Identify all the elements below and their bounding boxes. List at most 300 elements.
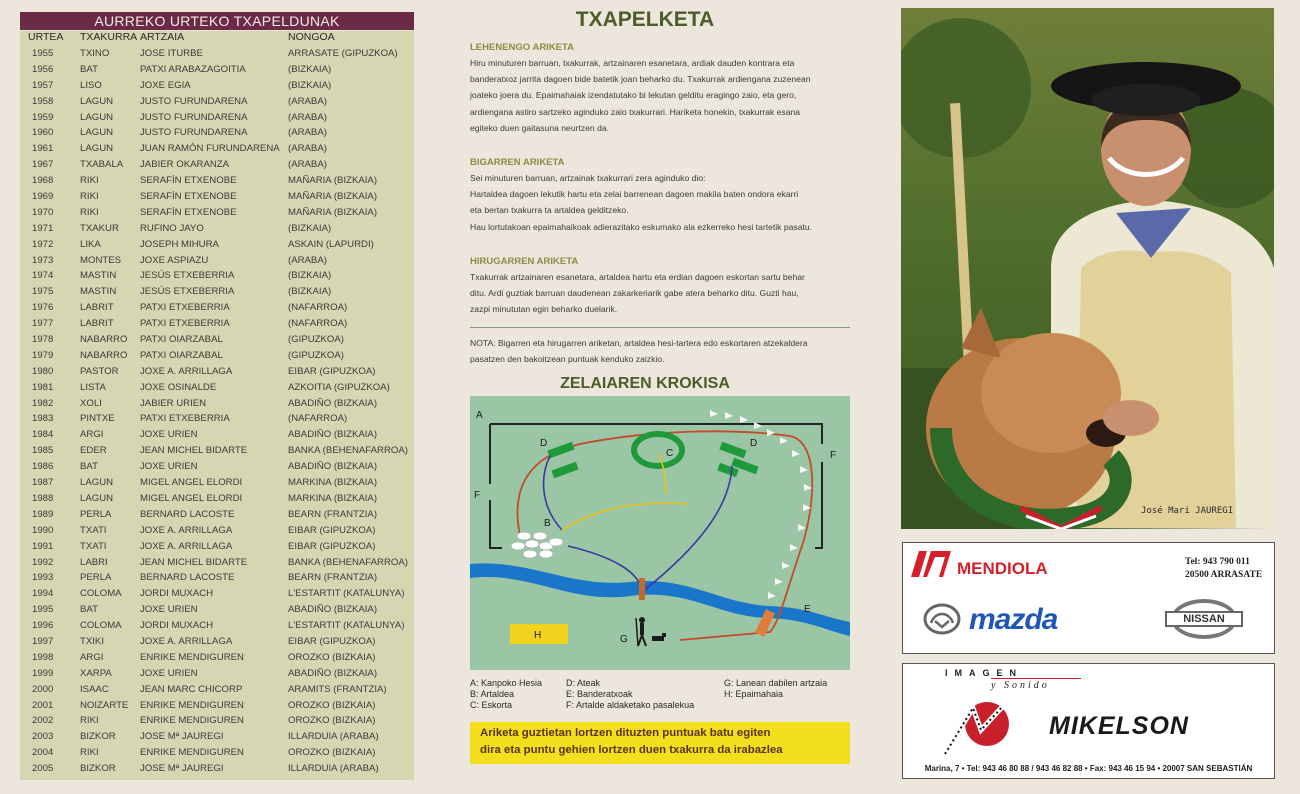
cell-dog: LABRI xyxy=(80,556,108,568)
table-row xyxy=(20,110,414,126)
champion-photo xyxy=(901,8,1274,529)
cell-dog: COLOMA xyxy=(80,588,122,600)
cell-dog: TXINO xyxy=(80,48,110,59)
cell-shepherd: PATXI OIARZABAL xyxy=(140,334,223,346)
mendiola-phone: Tel: 943 790 011 xyxy=(1185,557,1250,567)
cell-origin: ILLARDUIA (ARABA) xyxy=(288,763,379,775)
column-header-origin: NONGOA xyxy=(288,31,335,43)
table-row xyxy=(20,475,414,491)
cell-origin: ILLARDUIA (ARABA) xyxy=(288,731,379,743)
cell-year: 1975 xyxy=(32,286,54,298)
text-line: Hau lortutakoan epaimahaikoak adierazitako eskumako ala ezkerreko hesi tartetik pasatu. xyxy=(470,221,813,232)
text-line: Txakurrak artzainaren esanetara, artaldea hartu eta erdian dagoen eskortan sartu behar xyxy=(470,272,805,282)
cell-origin: (BIZKAIA) xyxy=(288,286,332,298)
table-row xyxy=(20,300,414,316)
cell-shepherd: MIGEL ANGEL ELORDI xyxy=(140,492,243,504)
cell-shepherd: ENRIKE MENDIGUREN xyxy=(140,651,244,663)
yellow-path xyxy=(658,454,666,494)
cell-shepherd: JEAN MARC CHICORP xyxy=(140,683,243,695)
cell-origin: (ARABA) xyxy=(288,254,327,266)
mendiola-logo-icon xyxy=(909,549,953,579)
label-F-left: F xyxy=(474,490,481,501)
table-row xyxy=(20,539,414,555)
table-row xyxy=(20,205,414,221)
mikelson-name: MIKELSON xyxy=(1049,712,1189,740)
table-header-row xyxy=(20,31,414,45)
cell-shepherd: JOSE Mª JAUREGI xyxy=(140,731,224,743)
pen-eskorta xyxy=(634,434,682,466)
cell-origin: (BIZKAIA) xyxy=(288,79,332,91)
table-row xyxy=(20,602,414,618)
cell-shepherd: JOSEPH MIHURA xyxy=(140,238,219,250)
cell-origin: BEARN (FRANTZIA) xyxy=(288,508,378,520)
cell-origin: (BIZKAIA) xyxy=(288,222,332,234)
table-row xyxy=(20,634,414,650)
cell-origin: ABADIÑO (BIZKAIA) xyxy=(288,461,378,473)
cell-shepherd: JOXE A. ARRILLAGA xyxy=(140,635,233,647)
cell-dog: RIKI xyxy=(80,206,99,218)
cell-dog: BIZKOR xyxy=(80,731,116,743)
cell-shepherd: JUSTO FURUNDARENA xyxy=(140,127,248,139)
cell-year: 1957 xyxy=(32,79,54,91)
legend-col-2 xyxy=(566,678,694,711)
cell-origin: (ARABA) xyxy=(288,111,327,123)
cell-origin: EIBAR (GIPUZKOA) xyxy=(288,524,376,536)
text-line: Sei minuturen barruan, artzainak txakurrari zera aginduko dio: xyxy=(470,173,706,183)
cell-dog: BAT xyxy=(80,461,98,473)
cell-shepherd: PATXI ETXEBERRIA xyxy=(140,318,230,330)
mazda-emblem-icon xyxy=(923,603,961,635)
table-row xyxy=(20,380,414,396)
cell-shepherd: SERAFÍN ETXENOBE xyxy=(140,191,237,203)
nissan-wordmark: NISSAN xyxy=(1165,611,1243,627)
outer-fence xyxy=(490,424,502,548)
cell-origin: (NAFARROA) xyxy=(288,302,348,314)
legend-item: D: Ateak xyxy=(566,678,601,688)
cell-shepherd: JEAN MICHEL BIDARTE xyxy=(140,445,248,457)
cell-shepherd: JUAN RAMÓN FURUNDARENA xyxy=(140,143,280,155)
mendiola-ad xyxy=(902,542,1275,654)
cell-dog: LAGUN xyxy=(80,477,114,489)
sponsors-panel xyxy=(870,0,1300,794)
table-row xyxy=(20,46,414,62)
cell-shepherd: JUSTO FURUNDARENA xyxy=(140,111,248,123)
table-row xyxy=(20,682,414,698)
table-row xyxy=(20,570,414,586)
ysonido-text: y Sonido xyxy=(991,680,1050,691)
cell-origin: MAÑARIA (BIZKAIA) xyxy=(288,175,378,187)
mikelson-ad xyxy=(902,663,1275,779)
cell-year: 1979 xyxy=(32,349,54,361)
column-header-year: URTEA xyxy=(28,31,64,43)
table-row xyxy=(20,268,414,284)
field-sketch-svg xyxy=(470,396,850,670)
cell-dog: LAGUN xyxy=(80,95,114,107)
label-F-right: F xyxy=(830,450,837,461)
cell-dog: BAT xyxy=(80,63,98,75)
label-A: A xyxy=(476,410,483,421)
legend-item: B: Artaldea xyxy=(470,689,515,699)
cell-shepherd: PATXI ETXEBERRIA xyxy=(140,302,230,314)
cell-origin: (GIPUZKOA) xyxy=(288,349,344,361)
cell-shepherd: PATXI ARABAZAGOITIA xyxy=(140,63,246,75)
text-line: Hiru minuturen barruan, txakurrak, artzainaren esanetara, ardiak dauden kontrara eta xyxy=(470,58,795,68)
cell-shepherd: JESÚS ETXEBERRIA xyxy=(140,270,235,282)
cell-shepherd: SERAFÍN ETXENOBE xyxy=(140,175,237,187)
cell-shepherd: JOXE URIEN xyxy=(140,429,198,441)
cell-year: 1974 xyxy=(32,270,54,282)
cell-shepherd: ENRIKE MENDIGUREN xyxy=(140,699,244,711)
cell-origin: (ARABA) xyxy=(288,127,327,139)
table-row xyxy=(20,507,414,523)
cell-dog: TXATI xyxy=(80,540,107,552)
legend-col-1 xyxy=(470,678,542,711)
cell-origin: OROZKO (BIZKAIA) xyxy=(288,747,376,759)
mendiola-name: MENDIOLA xyxy=(957,559,1048,578)
cell-dog: MASTIN xyxy=(80,286,117,298)
legend-item: A: Kanpoko Hesia xyxy=(470,678,543,688)
cell-origin: (ARABA) xyxy=(288,143,327,155)
shepherd-and-dog xyxy=(636,617,666,646)
table-row xyxy=(20,332,414,348)
cell-year: 1993 xyxy=(32,572,54,584)
table-row xyxy=(20,411,414,427)
cell-year: 2000 xyxy=(32,683,54,695)
cell-origin: L'ESTARTIT (KATALUNYA) xyxy=(288,620,405,632)
text-line: Hartaldea dagoen lekutik hartu eta zelai barrenean dagoen makila baten ondora ekarri xyxy=(470,189,799,200)
label-B: B xyxy=(544,518,551,529)
cell-shepherd: JOXE A. ARRILLAGA xyxy=(140,540,233,552)
cell-year: 1976 xyxy=(32,302,54,314)
cell-origin: ARRASATE (GIPUZKOA) xyxy=(288,48,398,59)
cell-year: 1998 xyxy=(32,651,54,663)
cell-origin: ASKAIN (LAPURDI) xyxy=(288,238,374,250)
table-row xyxy=(20,698,414,714)
cell-dog: TXIKI xyxy=(80,635,104,647)
cell-shepherd: JOSE Mª JAUREGI xyxy=(140,763,224,775)
imagen-text: IMAGEN xyxy=(945,668,1023,678)
table-row xyxy=(20,62,414,78)
cell-year: 2002 xyxy=(32,715,54,727)
table-row xyxy=(20,555,414,571)
cell-year: 1994 xyxy=(32,588,54,600)
cell-dog: ARGI xyxy=(80,429,104,441)
mikelson-contact: Marina, 7 • Tel: 943 46 80 88 / 943 46 82 88 • Fax: 943 46 15 94 • 20007 SAN SEBASTIÁN xyxy=(924,764,1253,773)
divider xyxy=(470,327,850,328)
cell-dog: XARPA xyxy=(80,667,112,679)
cell-shepherd: JESÚS ETXEBERRIA xyxy=(140,286,235,298)
label-D-left: D xyxy=(540,438,548,449)
legend-item: C: Eskorta xyxy=(470,700,513,710)
cell-origin: (NAFARROA) xyxy=(288,318,348,330)
section-1-text xyxy=(470,55,854,136)
cell-dog: NOIZARTE xyxy=(80,699,129,711)
cell-origin: L'ESTARTIT (KATALUNYA) xyxy=(288,588,405,600)
photo-caption: José Mari JAUREGI xyxy=(1141,506,1234,516)
table-row xyxy=(20,745,414,761)
mendiola-city: 20500 ARRASATE xyxy=(1185,570,1263,580)
table-title: AURREKO URTEKO TXAPELDUNAK xyxy=(20,12,414,30)
text-line: NOTA: Bigarren eta hirugarren ariketan, artaldea hesi-tartera edo eskortaren atzekaldera xyxy=(470,338,808,348)
page-title: TXAPELKETA xyxy=(575,8,715,31)
cell-year: 2004 xyxy=(32,747,54,759)
cell-dog: LIKA xyxy=(80,238,101,250)
cell-shepherd: JOXE OSINALDE xyxy=(140,381,217,393)
cell-shepherd: ENRIKE MENDIGUREN xyxy=(140,747,244,759)
cell-origin: (GIPUZKOA) xyxy=(288,334,344,346)
cell-year: 1986 xyxy=(32,461,54,473)
rules-panel xyxy=(430,0,870,794)
cell-year: 1977 xyxy=(32,318,54,330)
cell-year: 1971 xyxy=(32,222,54,234)
flock-artaldea xyxy=(511,532,563,558)
text-line: ardiengana astiro sartzeko aginduko zaio txakurrari. Hariketa honekin, txakurrak esana xyxy=(470,106,801,117)
cell-dog: LABRIT xyxy=(80,318,114,330)
cell-shepherd: PATXI ETXEBERRIA xyxy=(140,413,230,425)
cell-dog: RIKI xyxy=(80,175,99,187)
cell-dog: PASTOR xyxy=(80,365,119,377)
cell-dog: EDER xyxy=(80,445,107,457)
cell-year: 1980 xyxy=(32,365,54,377)
map-title: ZELAIAREN KROKISA xyxy=(560,375,730,392)
cell-dog: LAGUN xyxy=(80,111,114,123)
table-row xyxy=(20,237,414,253)
cell-dog: PERLA xyxy=(80,508,112,520)
cell-dog: MASTIN xyxy=(80,270,117,282)
cell-dog: LABRIT xyxy=(80,302,114,314)
cell-dog: ARGI xyxy=(80,651,104,663)
cell-origin: (BIZKAIA) xyxy=(288,270,332,282)
table-row xyxy=(20,761,414,777)
cell-year: 1967 xyxy=(32,159,54,171)
cell-year: 1984 xyxy=(32,429,54,441)
section-1-heading: LEHENENGO ARIKETA xyxy=(470,42,574,53)
cell-dog: COLOMA xyxy=(80,620,122,632)
cell-year: 1968 xyxy=(32,175,54,187)
cell-origin: OROZKO (BIZKAIA) xyxy=(288,715,376,727)
cell-shepherd: BERNARD LACOSTE xyxy=(140,508,235,520)
table-row xyxy=(20,523,414,539)
cell-year: 1987 xyxy=(32,477,54,489)
cell-origin: EIBAR (GIPUZKOA) xyxy=(288,540,376,552)
cell-shepherd: JOXE A. ARRILLAGA xyxy=(140,524,233,536)
cell-shepherd: JORDI MUXACH xyxy=(140,620,214,632)
label-H: H xyxy=(534,630,542,641)
cell-shepherd: JOXE EGIA xyxy=(140,79,191,91)
cell-dog: RIKI xyxy=(80,747,99,759)
text-line: joateko joera du. Epaimahaiak izendatutako bi lekutan gelditu eragingo zaio, eta gero, xyxy=(470,90,797,101)
cell-origin: MARKINA (BIZKAIA) xyxy=(288,492,378,504)
cell-shepherd: JOSE ITURBE xyxy=(140,48,203,59)
cell-origin: ABADIÑO (BIZKAIA) xyxy=(288,604,378,616)
legend-item: F: Artalde aldaketako pasalekua xyxy=(566,700,695,710)
section-3-heading: HIRUGARREN ARIKETA xyxy=(470,256,579,267)
text-line: eta bertan txakurra ta artaldea gelditzeko. xyxy=(470,205,629,216)
table-row xyxy=(20,94,414,110)
cell-year: 1997 xyxy=(32,635,54,647)
cell-dog: PINTXE xyxy=(80,413,115,425)
table-row xyxy=(20,157,414,173)
cell-dog: LAGUN xyxy=(80,127,114,139)
table-row xyxy=(20,78,414,94)
cell-dog: TXAKUR xyxy=(80,222,119,234)
blue-path xyxy=(642,466,732,592)
text-line: egiteko duen gaitasuna neurtzen da. xyxy=(470,122,610,133)
table-row xyxy=(20,141,414,157)
cell-origin: MAÑARIA (BIZKAIA) xyxy=(288,191,378,203)
cell-year: 1990 xyxy=(32,524,54,536)
cell-dog: RIKI xyxy=(80,191,99,203)
table-row xyxy=(20,348,414,364)
note-text xyxy=(470,335,854,367)
cell-year: 1961 xyxy=(32,143,54,155)
table-body xyxy=(20,46,414,777)
cell-year: 1973 xyxy=(32,254,54,266)
text-line: ditu. Ardi guztiak barruan daudenean zakarkeriarik gabe atera beharko ditu. Guzti hau, xyxy=(470,288,799,299)
section-2-heading: BIGARREN ARIKETA xyxy=(470,157,565,168)
cell-origin: EIBAR (GIPUZKOA) xyxy=(288,365,376,377)
table-row xyxy=(20,316,414,332)
cell-dog: LISO xyxy=(80,79,102,91)
red-rule xyxy=(991,678,1081,679)
cell-shepherd: RUFINO JAYO xyxy=(140,222,204,234)
cell-year: 1985 xyxy=(32,445,54,457)
cell-year: 1999 xyxy=(32,667,54,679)
section-2-text xyxy=(470,170,854,235)
text-line: pasatzen den bakoitzean puntuak kenduko zaizkio. xyxy=(470,354,665,365)
cell-origin: BANKA (BEHENAFARROA) xyxy=(288,556,408,568)
banner-line: dira eta puntu gehien lortzen duen txakurra da irabazlea xyxy=(480,744,783,756)
cell-shepherd: MIGEL ANGEL ELORDI xyxy=(140,477,243,489)
cell-year: 1991 xyxy=(32,540,54,552)
cell-year: 1978 xyxy=(32,334,54,346)
table-row xyxy=(20,491,414,507)
scoring-banner xyxy=(470,722,850,764)
cell-origin: ABADIÑO (BIZKAIA) xyxy=(288,397,378,409)
cell-shepherd: JABIER URIEN xyxy=(140,397,207,409)
cell-origin: OROZKO (BIZKAIA) xyxy=(288,699,376,711)
cell-year: 1995 xyxy=(32,604,54,616)
post-makila xyxy=(639,578,645,600)
cell-dog: RIKI xyxy=(80,715,99,727)
table-row xyxy=(20,666,414,682)
cell-year: 1970 xyxy=(32,206,54,218)
cell-origin: MARKINA (BIZKAIA) xyxy=(288,477,378,489)
table-row xyxy=(20,253,414,269)
table-row xyxy=(20,729,414,745)
cell-year: 1982 xyxy=(32,397,54,409)
cell-origin: OROZKO (BIZKAIA) xyxy=(288,651,376,663)
table-row xyxy=(20,364,414,380)
cell-dog: LAGUN xyxy=(80,143,114,155)
cell-shepherd: ENRIKE MENDIGUREN xyxy=(140,715,244,727)
cell-shepherd: JORDI MUXACH xyxy=(140,588,214,600)
cell-year: 1988 xyxy=(32,492,54,504)
cell-origin: EIBAR (GIPUZKOA) xyxy=(288,635,376,647)
cell-dog: XOLI xyxy=(80,397,102,409)
table-row xyxy=(20,713,414,729)
cell-origin: BANKA (BEHENAFARROA) xyxy=(288,445,408,457)
table-row xyxy=(20,396,414,412)
table-row xyxy=(20,221,414,237)
legend-col-3 xyxy=(724,678,827,700)
legend-item: H: Epaimahaia xyxy=(724,689,784,699)
section-3-text xyxy=(470,269,854,318)
cell-year: 1969 xyxy=(32,191,54,203)
table-row xyxy=(20,189,414,205)
cell-shepherd: JUSTO FURUNDARENA xyxy=(140,95,248,107)
cell-origin: ABADIÑO (BIZKAIA) xyxy=(288,667,378,679)
cell-year: 2003 xyxy=(32,731,54,743)
table-row xyxy=(20,586,414,602)
table-row xyxy=(20,427,414,443)
cell-shepherd: SERAFÍN ETXENOBE xyxy=(140,206,237,218)
cell-shepherd: JOXE URIEN xyxy=(140,604,198,616)
cell-dog: NABARRO xyxy=(80,334,128,346)
text-line: zazpi minututan egin beharko duelarik. xyxy=(470,304,618,315)
cell-year: 1959 xyxy=(32,111,54,123)
label-E: E xyxy=(804,604,811,615)
field-diagram xyxy=(470,396,850,670)
text-line: banderatxoz jarrita dagoen bide batetik joan beharko du. Txakurrak ardiengana zuzenean xyxy=(470,74,811,85)
banner-line: Ariketa guztietan lortzen dituzten puntuak batu egiten xyxy=(480,727,771,739)
cell-dog: ISAAC xyxy=(80,683,109,695)
table-row xyxy=(20,618,414,634)
cell-origin: AZKOITIA (GIPUZKOA) xyxy=(288,381,390,393)
cell-year: 1956 xyxy=(32,63,54,75)
cell-origin: (BIZKAIA) xyxy=(288,63,332,75)
table-row xyxy=(20,173,414,189)
cell-dog: LISTA xyxy=(80,381,106,393)
table-row xyxy=(20,459,414,475)
label-G: G xyxy=(620,634,628,645)
table-row xyxy=(20,125,414,141)
table-row xyxy=(20,443,414,459)
legend-item: G: Lanean dabilen artzaia xyxy=(724,678,828,688)
cell-year: 2005 xyxy=(32,763,54,775)
cell-dog: TXABALA xyxy=(80,159,124,171)
cell-shepherd: JOXE ASPIAZU xyxy=(140,254,209,266)
cell-year: 1955 xyxy=(32,48,54,59)
cell-dog: PERLA xyxy=(80,572,112,584)
cell-shepherd: PATXI OIARZABAL xyxy=(140,349,223,361)
cell-year: 2001 xyxy=(32,699,54,711)
cell-year: 1981 xyxy=(32,381,54,393)
label-C: C xyxy=(666,448,674,459)
cell-dog: MONTES xyxy=(80,254,122,266)
label-D-right: D xyxy=(750,438,758,449)
cell-shepherd: JOXE A. ARRILLAGA xyxy=(140,365,233,377)
champions-table xyxy=(20,31,414,780)
cell-origin: (ARABA) xyxy=(288,95,327,107)
cell-year: 1958 xyxy=(32,95,54,107)
column-header-dog: TXAKURRA xyxy=(80,31,138,43)
cell-year: 1972 xyxy=(32,238,54,250)
table-row xyxy=(20,650,414,666)
cell-year: 1960 xyxy=(32,127,54,139)
cell-dog: BIZKOR xyxy=(80,763,116,775)
photo-illustration xyxy=(901,8,1274,529)
cell-origin: MAÑARIA (BIZKAIA) xyxy=(288,206,378,218)
cell-shepherd: JEAN MICHEL BIDARTE xyxy=(140,556,248,568)
cell-origin: (ARABA) xyxy=(288,159,327,171)
yellow-path xyxy=(562,503,688,530)
cell-year: 1983 xyxy=(32,413,54,425)
cell-shepherd: JABIER OKARANZA xyxy=(140,159,230,171)
cell-origin: BEARN (FRANTZIA) xyxy=(288,572,378,584)
table-row xyxy=(20,284,414,300)
cell-dog: NABARRO xyxy=(80,349,128,361)
